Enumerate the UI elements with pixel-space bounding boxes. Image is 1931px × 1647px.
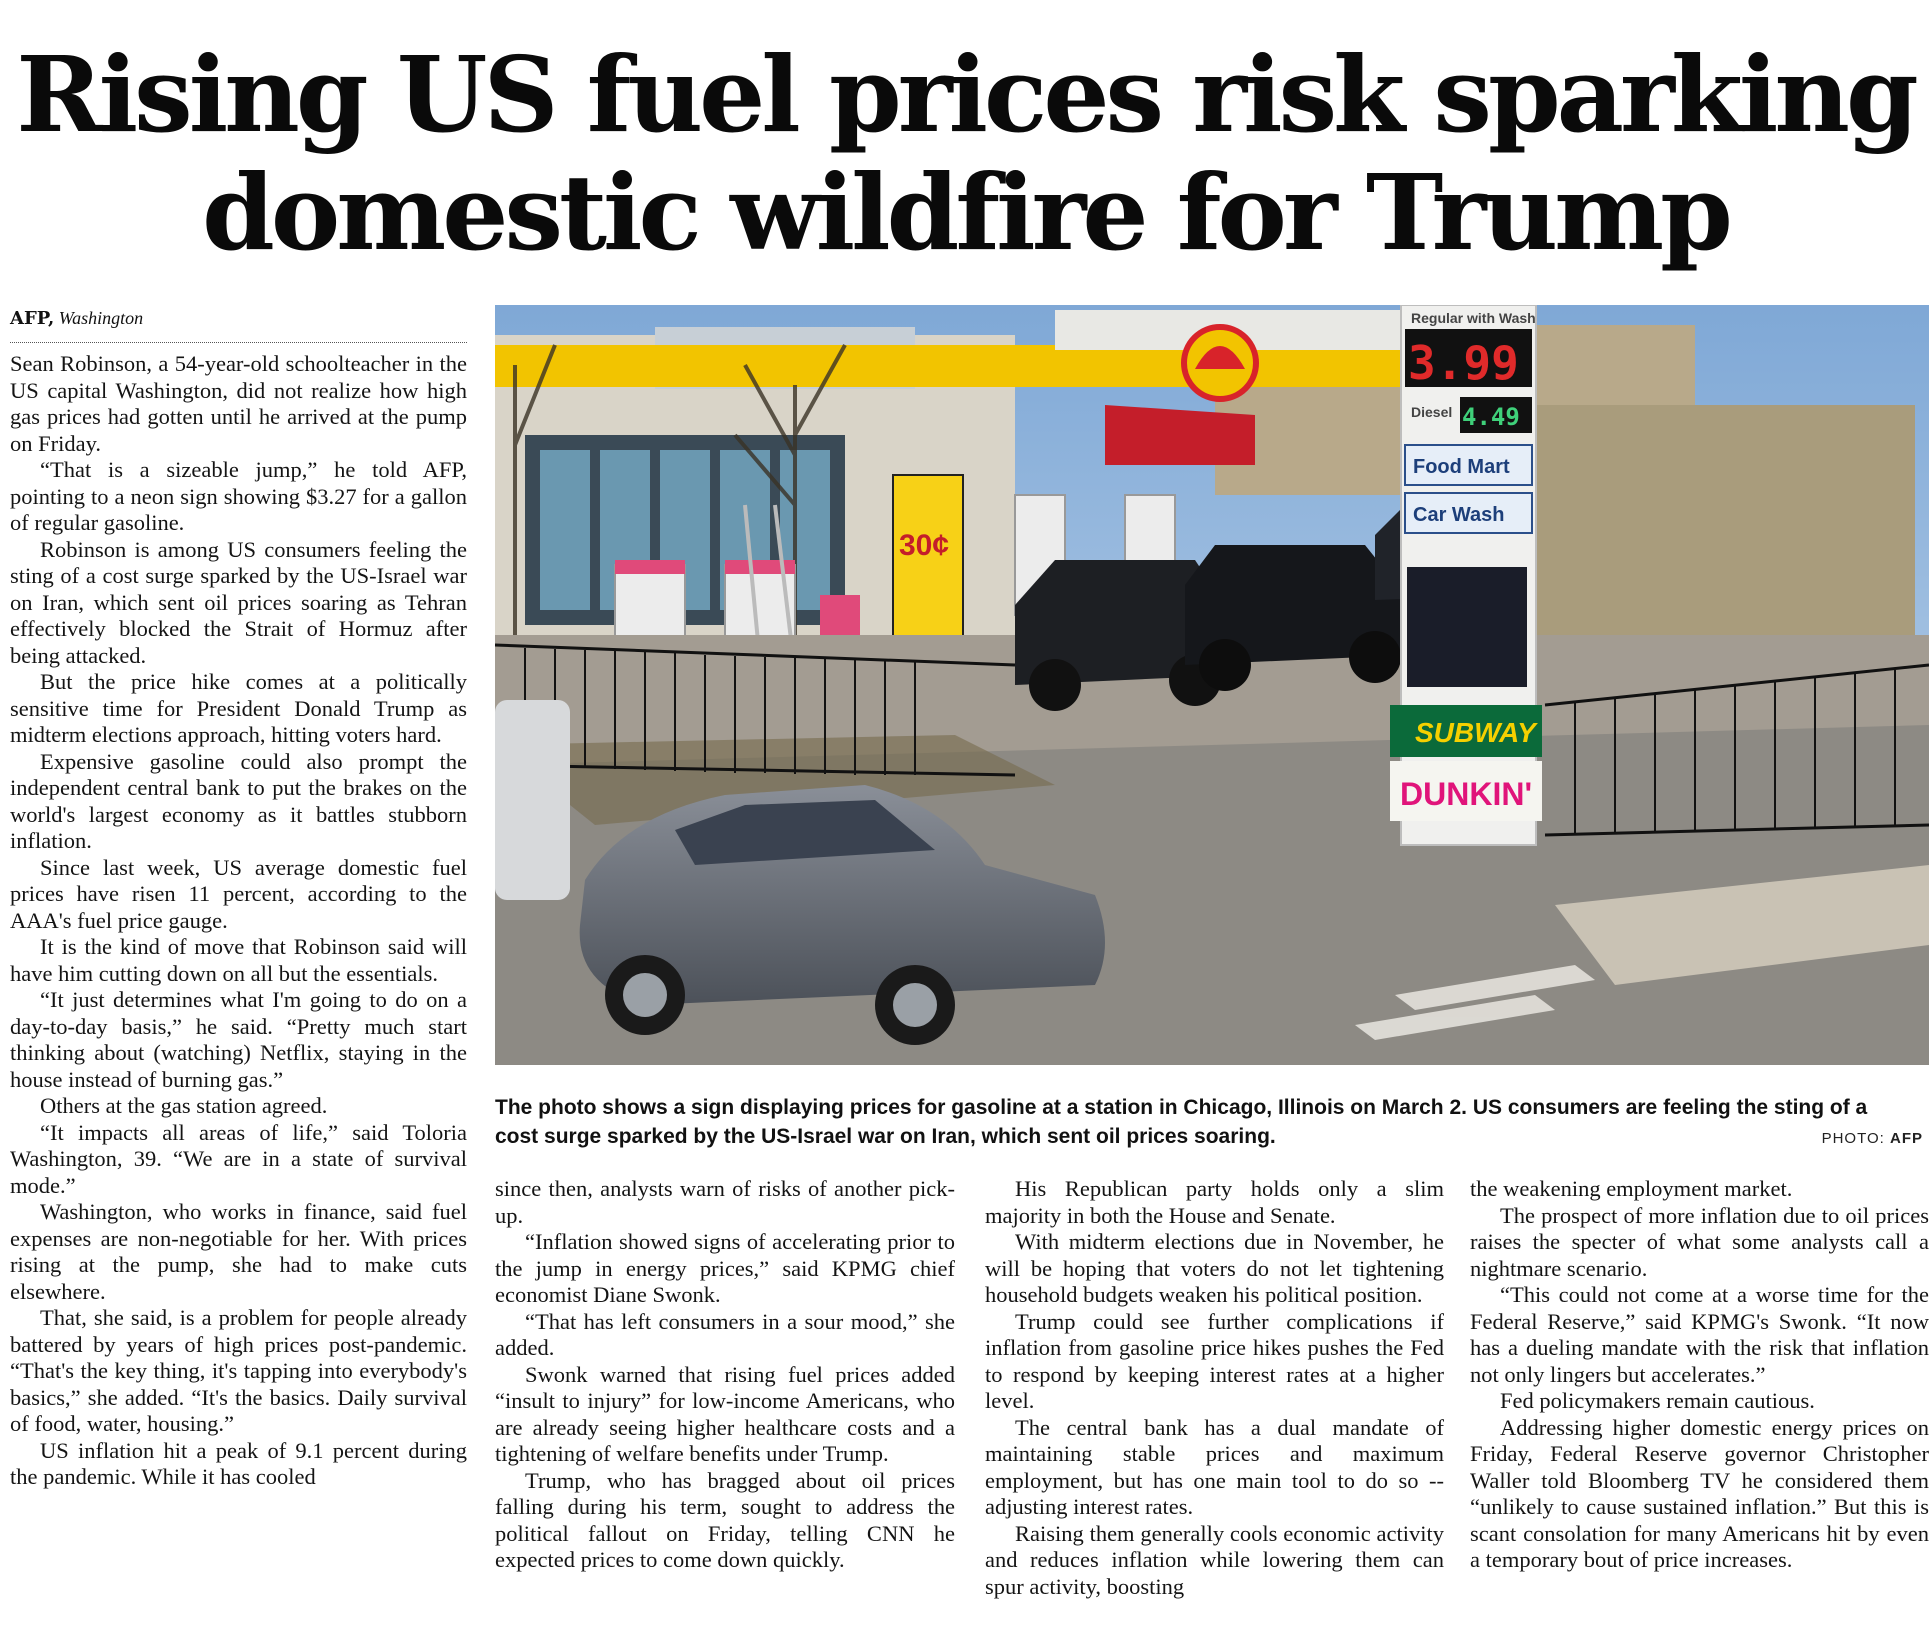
photo-caption: The photo shows a sign displaying prices for gasoline at a station in Chicago, Illinois on March 2. US consumers are feeling the sting of a cost surge sparked by the US-Israel war on Iran, which sent oil prices soaring. bbox=[495, 1096, 1868, 1148]
subway-sign: SUBWAY bbox=[1415, 717, 1536, 748]
photo-credit-label: PHOTO: bbox=[1821, 1130, 1885, 1147]
headline-line-1: Rising US fuel prices risk sparking bbox=[16, 33, 1915, 156]
paragraph: Since last week, US average domestic fuel prices have risen 11 percent, according to the AAA's fuel price gauge. bbox=[10, 854, 467, 933]
svg-text:30¢: 30¢ bbox=[899, 529, 950, 562]
headline bbox=[0, 33, 1931, 274]
paragraph: The central bank has a dual mandate of maintaining stable prices and maximum employment, but has one main tool to do so -- adjusting interest rates. bbox=[985, 1414, 1444, 1519]
paragraph: The prospect of more inflation due to oil prices raises the specter of what some analysts call a nightmare scenario. bbox=[1470, 1202, 1929, 1281]
paragraph: Robinson is among US consumers feeling the sting of a cost surge sparked by the US-Israel war on Iran, which sent oil prices soaring as Tehran effectively blocked the Strait of Hormuz after being attacked. bbox=[10, 536, 467, 668]
article-column-4 bbox=[1470, 1176, 1929, 1644]
byline-agency: AFP, bbox=[10, 308, 55, 329]
paragraph: Fed policymakers remain cautious. bbox=[1500, 1388, 1815, 1413]
paragraph: Raising them generally cools economic activity and reduces inflation while lowering them can spur activity, boosting bbox=[985, 1520, 1444, 1599]
paragraph: Trump could see further complications if inflation from gasoline price hikes pushes the Fed to respond by keeping interest rates at a higher level. bbox=[985, 1308, 1444, 1413]
price-sign-pylon bbox=[1390, 305, 1542, 845]
byline-dateline: Washington bbox=[58, 308, 144, 328]
paragraph: That, she said, is a problem for people already battered by years of high prices post-pandemic. “That's the key thing, it's tapping into everybody's basics,” she added. “It's the basics. Daily survival of food, water, housing.” bbox=[10, 1305, 467, 1436]
shell-logo bbox=[1184, 327, 1256, 399]
diesel-price: 4.49 bbox=[1462, 403, 1520, 431]
paragraph: Expensive gasoline could also prompt the independent central bank to put the brakes on the world's largest economy as it battles stubborn inflation. bbox=[10, 748, 467, 853]
paragraph: since then, analysts warn of risks of another pick-up. bbox=[495, 1176, 955, 1228]
headline-line-2: domestic wildfire for Trump bbox=[202, 151, 1729, 274]
paragraph: His Republican party holds only a slim majority in both the House and Senate. bbox=[985, 1176, 1444, 1228]
paragraph: Sean Robinson, a 54-year-old schoolteacher in the US capital Washington, did not realize how high gas prices had gotten until he arrived at the pump on Friday. bbox=[10, 351, 467, 456]
byline-divider bbox=[10, 342, 467, 343]
car-wash-sign: Car Wash bbox=[1413, 504, 1505, 526]
food-mart-sign: Food Mart bbox=[1413, 456, 1510, 478]
paragraph: “It just determines what I'm going to do on a day-to-day basis,” he said. “Pretty much start thinking about (watching) Netflix, staying in the house instead of burning gas.” bbox=[10, 987, 467, 1092]
paragraph: “It impacts all areas of life,” said Toloria Washington, 39. “We are in a state of survival mode.” bbox=[10, 1119, 467, 1198]
diesel-label: Diesel bbox=[1411, 404, 1453, 420]
paragraph: But the price hike comes at a politically sensitive time for President Donald Trump as midterm elections approach, hitting voters hard. bbox=[10, 669, 467, 747]
paragraph: It is the kind of move that Robinson said will have him cutting down on all but the essentials. bbox=[10, 934, 467, 986]
byline bbox=[10, 308, 143, 329]
article-column-3 bbox=[985, 1176, 1444, 1644]
paragraph: “Inflation showed signs of accelerating prior to the jump in energy prices,” said KPMG chief economist Diane Swonk. bbox=[495, 1229, 955, 1307]
dunkin-sign: DUNKIN' bbox=[1400, 776, 1533, 812]
paragraph: Trump, who has bragged about oil prices falling during his term, sought to address the political fallout on Friday, telling CNN he expected prices to come down quickly. bbox=[495, 1467, 955, 1572]
paragraph: Washington, who works in finance, said fuel expenses are non-negotiable for her. With prices rising at the pump, she had to make cuts elsewhere. bbox=[10, 1199, 467, 1304]
article-column-1 bbox=[10, 351, 467, 1643]
paragraph: “This could not come at a worse time for the Federal Reserve,” said KPMG's Swonk. “It now has a dueling mandate with the risk that inflation not only lingers but accelerates.” bbox=[1470, 1282, 1929, 1387]
paragraph: “That is a sizeable jump,” he told AFP, pointing to a neon sign showing $3.27 for a gallon of regular gasoline. bbox=[10, 457, 467, 535]
article-column-2 bbox=[495, 1176, 955, 1644]
regular-price: 3.99 bbox=[1408, 336, 1519, 390]
paragraph: “That has left consumers in a sour mood,” she added. bbox=[495, 1308, 955, 1360]
paragraph: With midterm elections due in November, he will be hoping that voters do not let tightening household budgets weaken his political position. bbox=[985, 1229, 1444, 1307]
paragraph: Others at the gas station agreed. bbox=[40, 1093, 328, 1118]
photo-credit-source: AFP bbox=[1890, 1130, 1923, 1147]
paragraph: Addressing higher domestic energy prices on Friday, Federal Reserve governor Christopher Waller told Bloomberg TV he considered them “unlikely to cause sustained inflation.” But this is scant consolation for many Americans hit by even a temporary bout of price increases. bbox=[1470, 1414, 1929, 1572]
paragraph: US inflation hit a peak of 9.1 percent during the pandemic. While it has cooled bbox=[10, 1437, 467, 1489]
paragraph: Swonk warned that rising fuel prices added “insult to injury” for low-income Americans, who are already seeing higher healthcare costs and a tightening of welfare benefits under Trump. bbox=[495, 1361, 955, 1466]
photo-credit bbox=[1822, 1130, 1923, 1147]
gas-station-photo bbox=[495, 305, 1929, 1065]
regular-label: Regular with Wash bbox=[1411, 310, 1536, 326]
paragraph: the weakening employment market. bbox=[1470, 1176, 1793, 1201]
